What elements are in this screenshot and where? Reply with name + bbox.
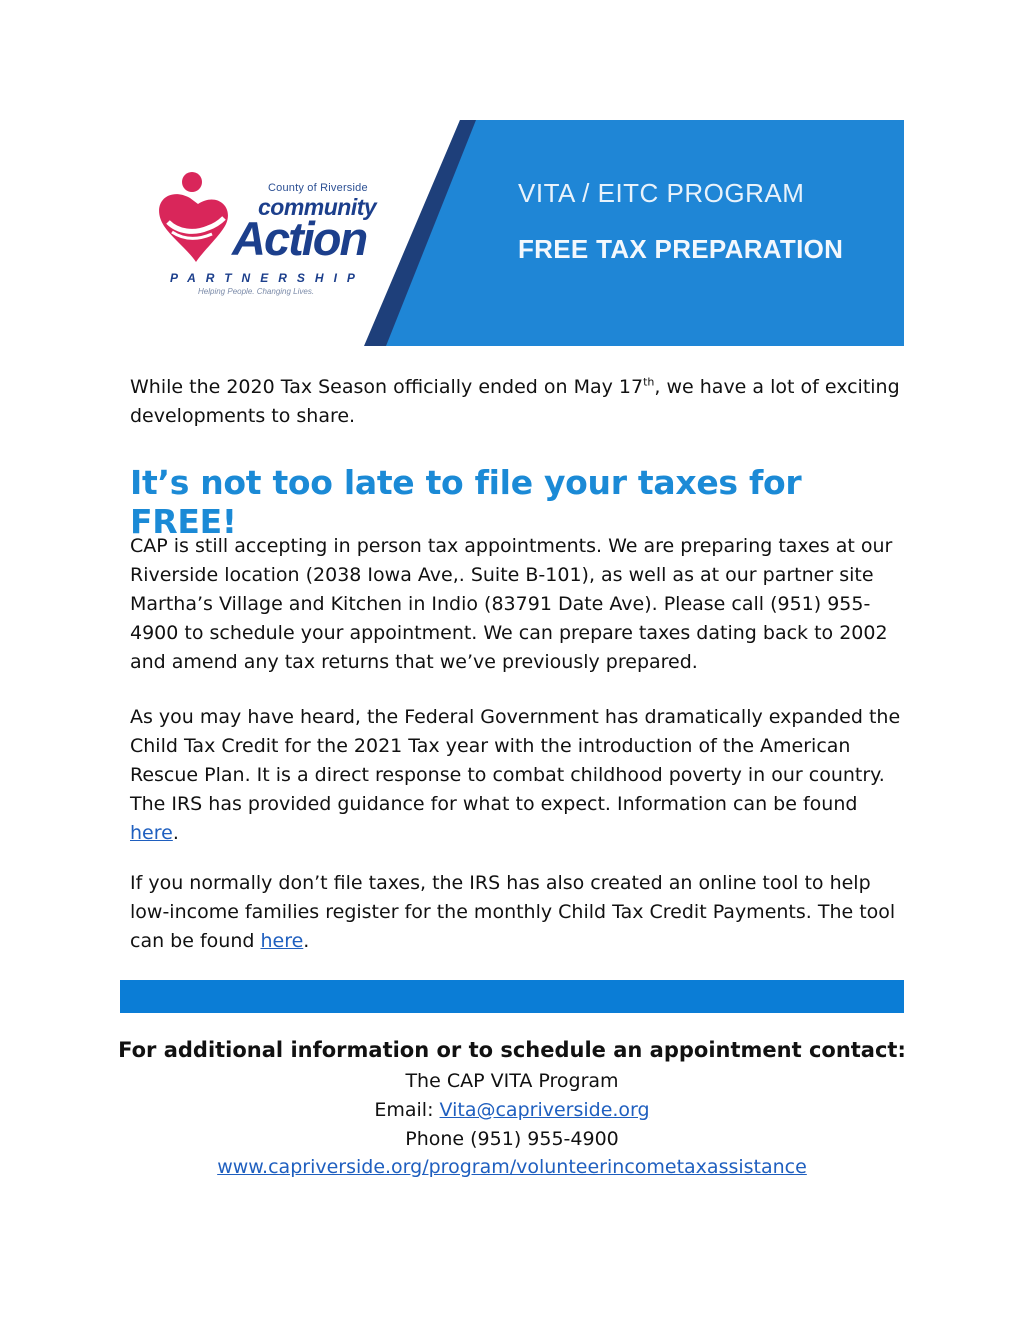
contact-program-name: The CAP VITA Program	[405, 1070, 619, 1092]
logo-tagline: Helping People. Changing Lives.	[198, 287, 315, 296]
logo-action-text: Action	[232, 212, 367, 265]
blue-divider-bar	[120, 980, 904, 1013]
paragraph3-period: .	[303, 930, 310, 952]
header-banner	[120, 120, 904, 346]
child-tax-credit-paragraph	[130, 703, 910, 848]
banner-free-tax-title: FREE TAX PREPARATION	[518, 234, 844, 264]
email-link[interactable]: Vita@capriverside.org	[439, 1099, 650, 1121]
intro-text-end: , we have a lot of exciting developments to share.	[130, 376, 900, 427]
online-tool-text: If you normally don’t file taxes, the IRS has also created an online tool to help low-income families register for the monthly Child Tax Credit Payments. The tool can be found	[130, 872, 896, 952]
banner-program-title: VITA / EITC PROGRAM	[518, 178, 805, 208]
paragraph2-period: .	[172, 822, 179, 844]
contact-email-line	[0, 1099, 1024, 1121]
logo-partnership-text: PARTNERSHIP	[170, 271, 365, 285]
intro-superscript: th	[643, 375, 655, 389]
online-tool-paragraph	[130, 869, 910, 956]
website-link[interactable]: www.capriverside.org/program/volunteerincometaxassistance	[217, 1156, 807, 1178]
information-here-link[interactable]: here	[130, 822, 173, 844]
logo-community-text: community	[258, 194, 377, 220]
page-headline: It’s not too late to file your taxes for FREE!	[130, 463, 802, 541]
appointments-paragraph: CAP is still accepting in person tax appointments. We are preparing taxes at our Riverside location (2038 Iowa Ave,. Suite B-101), as well as at our partner site Martha’s Village and Kitchen in Indio (83791 Date Ave). Please call (951) 955-4900 to schedule your appointment. We can prepare taxes dating back to 2002 and amend any tax returns that we’ve previously prepared.	[130, 535, 893, 673]
child-tax-credit-text: As you may have heard, the Federal Government has dramatically expanded the Child Tax Credit for the 2021 Tax year with the introduction of the American Rescue Plan. It is a direct response to combat childhood poverty in our country. The IRS has provided guidance for what to expect. Information can be found	[130, 706, 901, 815]
email-label: Email:	[374, 1099, 440, 1121]
contact-heading: For additional information or to schedule an appointment contact:	[118, 1038, 906, 1062]
logo-county-text: County of Riverside	[268, 182, 368, 194]
intro-paragraph	[130, 373, 910, 431]
contact-website-line	[0, 1156, 1024, 1178]
heart-hands-icon	[150, 170, 240, 270]
intro-text: While the 2020 Tax Season officially ended on May 17	[130, 376, 644, 398]
cap-logo	[150, 170, 440, 310]
contact-phone: Phone (951) 955-4900	[405, 1128, 619, 1150]
tool-here-link[interactable]: here	[260, 930, 304, 952]
